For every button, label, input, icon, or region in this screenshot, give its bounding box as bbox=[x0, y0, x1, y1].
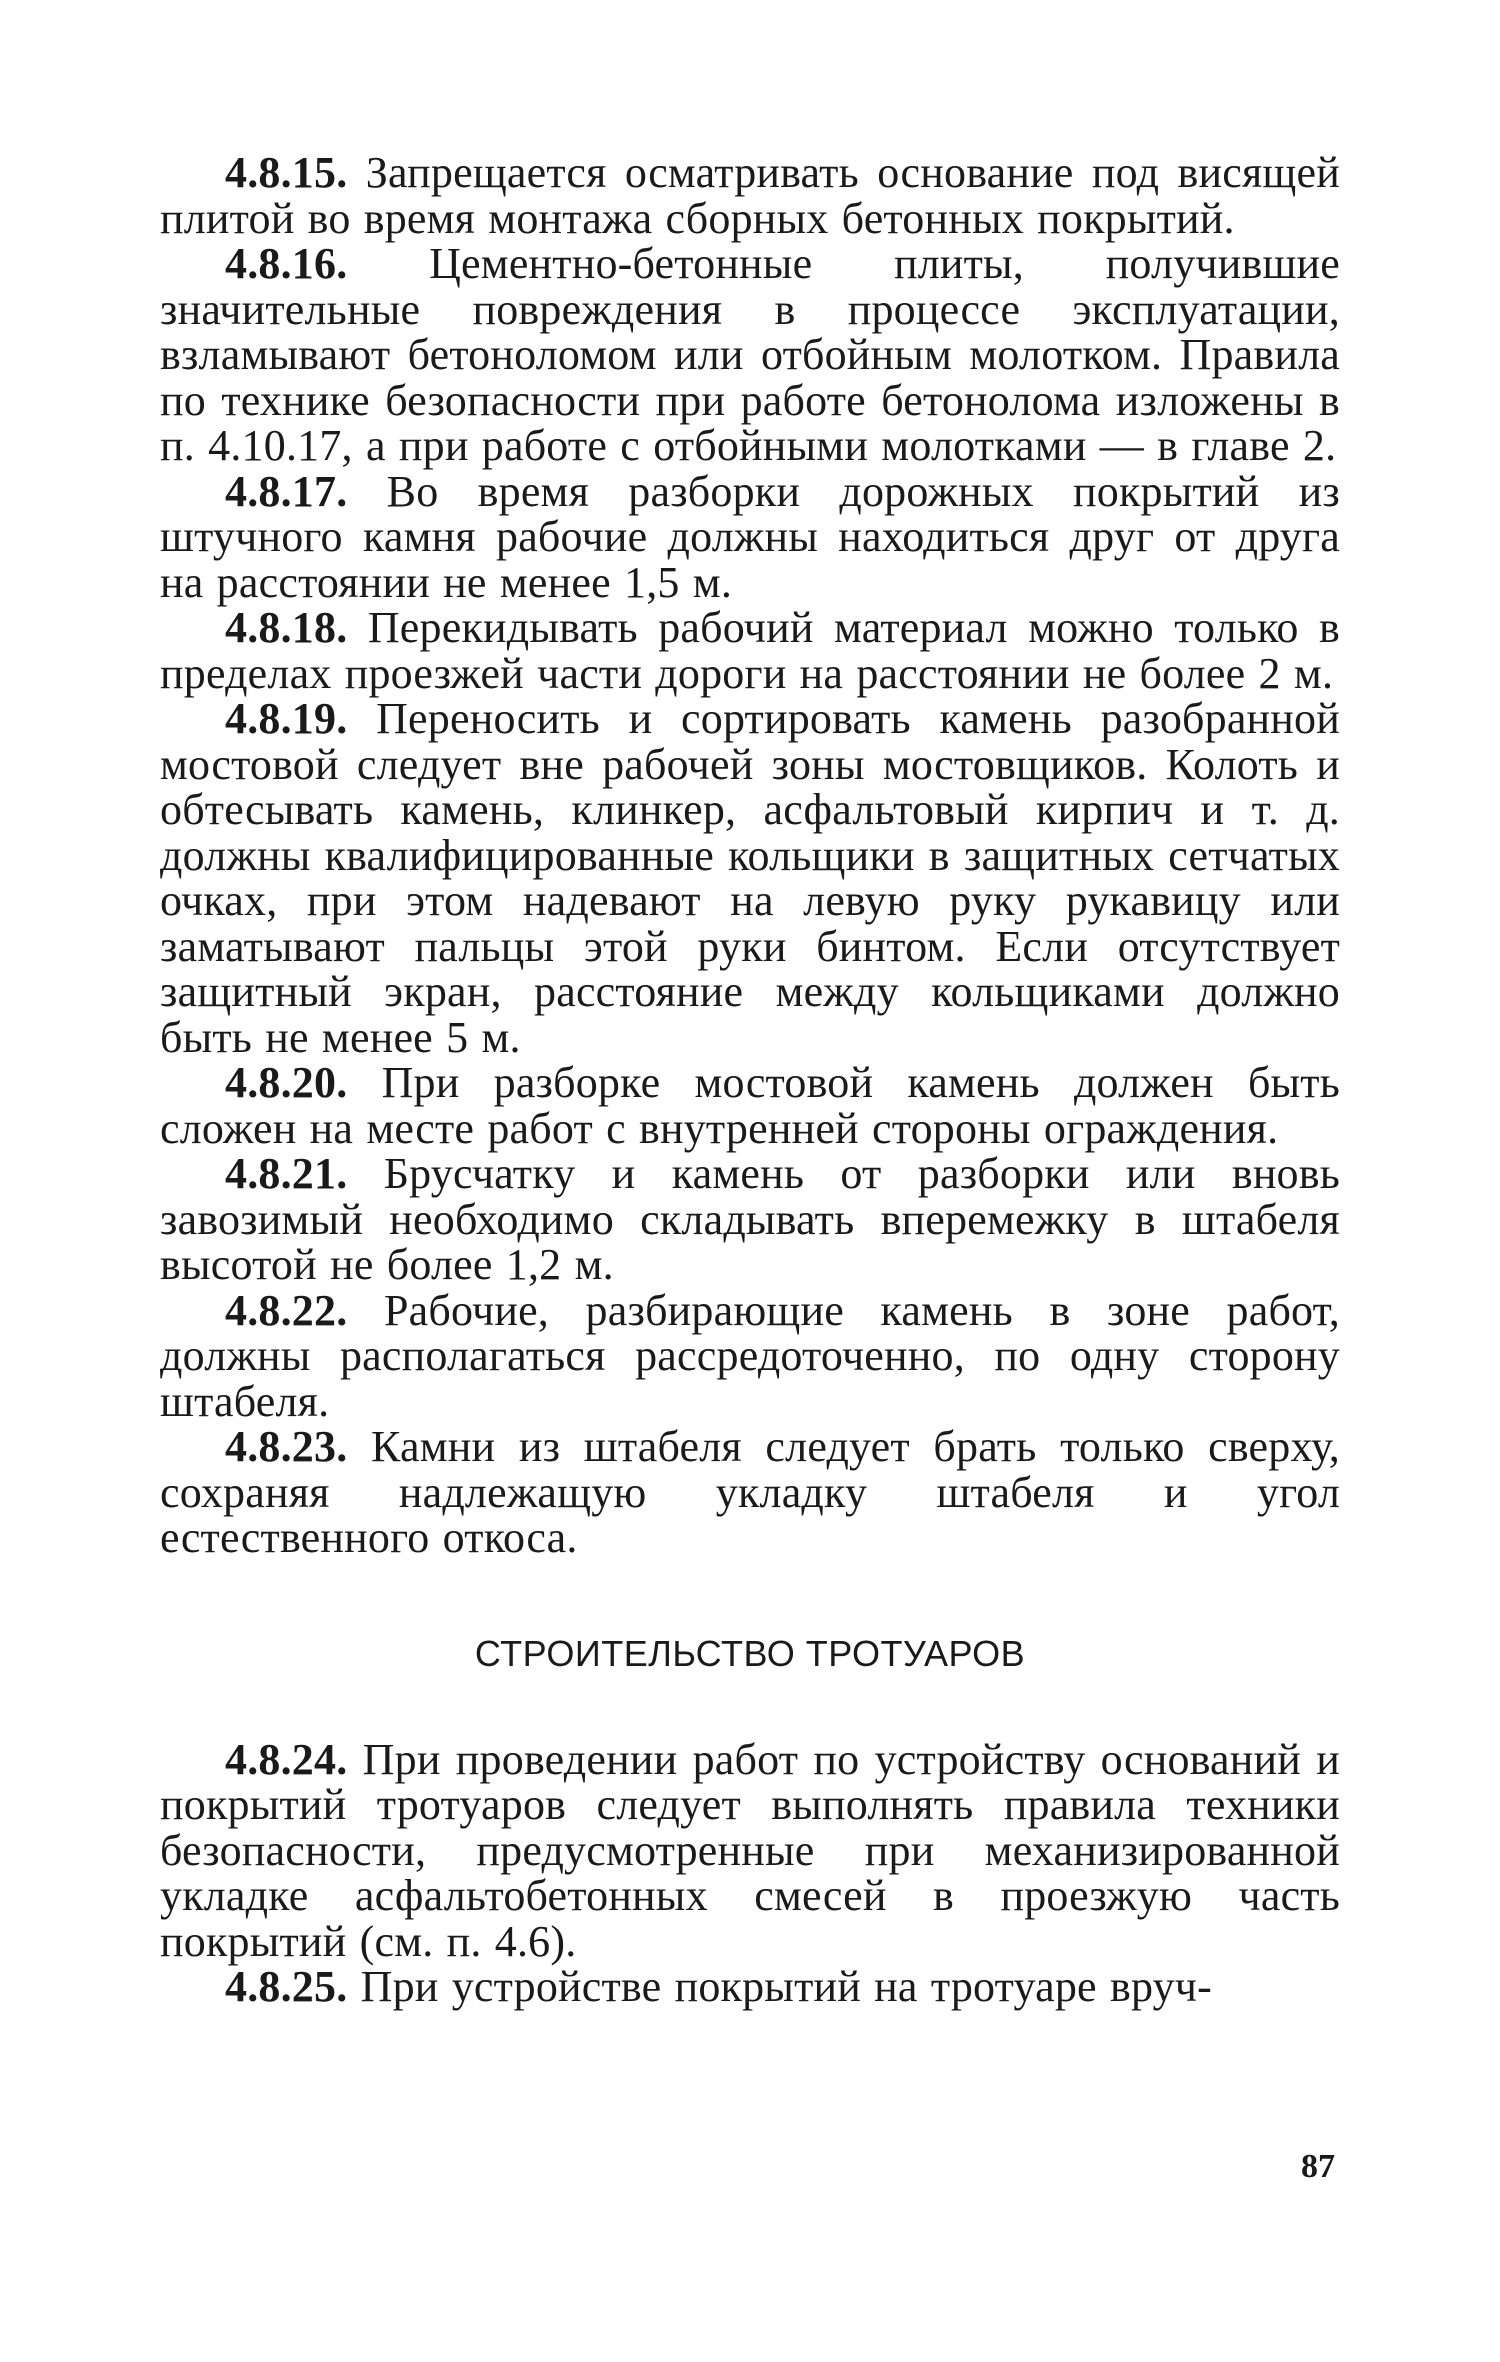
paragraph-text: При устройстве покрытий на тротуаре вруч- bbox=[360, 1962, 1212, 2011]
paragraph-text: Переносить и сортировать камень разобранной мостовой следует вне рабочей зоны мостовщиков. Колоть и обтесывать камень, клинкер, асфальтовый кирпич и т. д. должны квалифицированные кольщики в защитных сетчатых очках, при этом надевают на левую руку рукавицу или заматывают пальцы этой руки бинтом. Если отсутствует защитный экран, расстояние между кольщиками должно быть не менее 5 м. bbox=[160, 694, 1340, 1062]
paragraph-4-8-19 bbox=[160, 696, 1340, 1060]
page-number: 87 bbox=[1301, 2148, 1335, 2185]
section-heading: СТРОИТЕЛЬСТВО ТРОТУАРОВ bbox=[474, 1632, 1026, 1674]
paragraph-number: 4.8.22. bbox=[225, 1285, 348, 1335]
paragraph-4-8-24 bbox=[160, 1734, 1340, 1966]
paragraph-text: При проведении работ по устройству оснований и покрытий тротуаров следует выполнять правила техники безопасности, предусмотренные при механизированной укладке асфальтобетонных смесей в проезжую часть покрытий (см. п. 4.6). bbox=[160, 1734, 1340, 1966]
paragraph-4-8-17 bbox=[160, 466, 1340, 607]
paragraph-number: 4.8.21. bbox=[225, 1149, 348, 1198]
paragraph-number: 4.8.15. bbox=[225, 148, 348, 197]
paragraph-text: Перекидывать рабочий материал можно только в пределах проезжей части дороги на расстоянии не более 2 м. bbox=[160, 603, 1340, 698]
paragraph-text: Запрещается осматривать основание под висящей плитой во время монтажа сборных бетонных покрытий. bbox=[160, 148, 1340, 243]
document-page bbox=[160, 150, 1340, 2250]
paragraph-4-8-22 bbox=[160, 1285, 1340, 1426]
paragraph-number: 4.8.24. bbox=[225, 1734, 348, 1784]
paragraph-text: При разборке мостовой камень должен быть сложен на месте работ с внутренней стороны ограждения. bbox=[160, 1058, 1341, 1153]
paragraph-number: 4.8.19. bbox=[225, 694, 348, 743]
paragraph-number: 4.8.18. bbox=[225, 603, 348, 652]
paragraph-text: Во время разборки дорожных покрытий из штучного камня рабочие должны находиться друг от друга на расстоянии не менее 1,5 м. bbox=[160, 466, 1340, 607]
paragraph-number: 4.8.20. bbox=[225, 1058, 348, 1107]
paragraph-number: 4.8.23. bbox=[225, 1422, 348, 1471]
paragraph-text: Рабочие, разбирающие камень в зоне работ, должны располагаться рассредоточенно, по одну сторону штабеля. bbox=[160, 1285, 1340, 1426]
paragraph-4-8-23 bbox=[160, 1424, 1340, 1561]
paragraph-4-8-16 bbox=[160, 241, 1340, 469]
paragraph-4-8-25 bbox=[160, 1964, 1340, 2010]
paragraph-4-8-20 bbox=[160, 1060, 1340, 1151]
paragraph-4-8-21 bbox=[160, 1151, 1340, 1288]
paragraph-4-8-15 bbox=[160, 150, 1340, 241]
paragraph-text: Цементно-бетонные плиты, получившие значительные повреждения в процессе эксплуатации, взламывают бетоноломом или отбойным молотком. Правила по технике безопасности при работе бетонолома изложены в п. 4.10.17, а при работе с отбойными молотками — в главе 2. bbox=[160, 239, 1341, 470]
paragraph-number: 4.8.17. bbox=[225, 466, 348, 516]
paragraph-4-8-18 bbox=[160, 605, 1340, 696]
paragraph-text: Камни из штабеля следует брать только сверху, сохраняя надлежащую укладку штабеля и угол естественного откоса. bbox=[160, 1422, 1341, 1562]
paragraph-number: 4.8.25. bbox=[225, 1962, 348, 2011]
paragraph-number: 4.8.16. bbox=[225, 239, 348, 288]
paragraph-text: Брусчатку и камень от разборки или вновь завозимый необходимо складывать вперемежку в штабеля высотой не более 1,2 м. bbox=[160, 1149, 1341, 1289]
